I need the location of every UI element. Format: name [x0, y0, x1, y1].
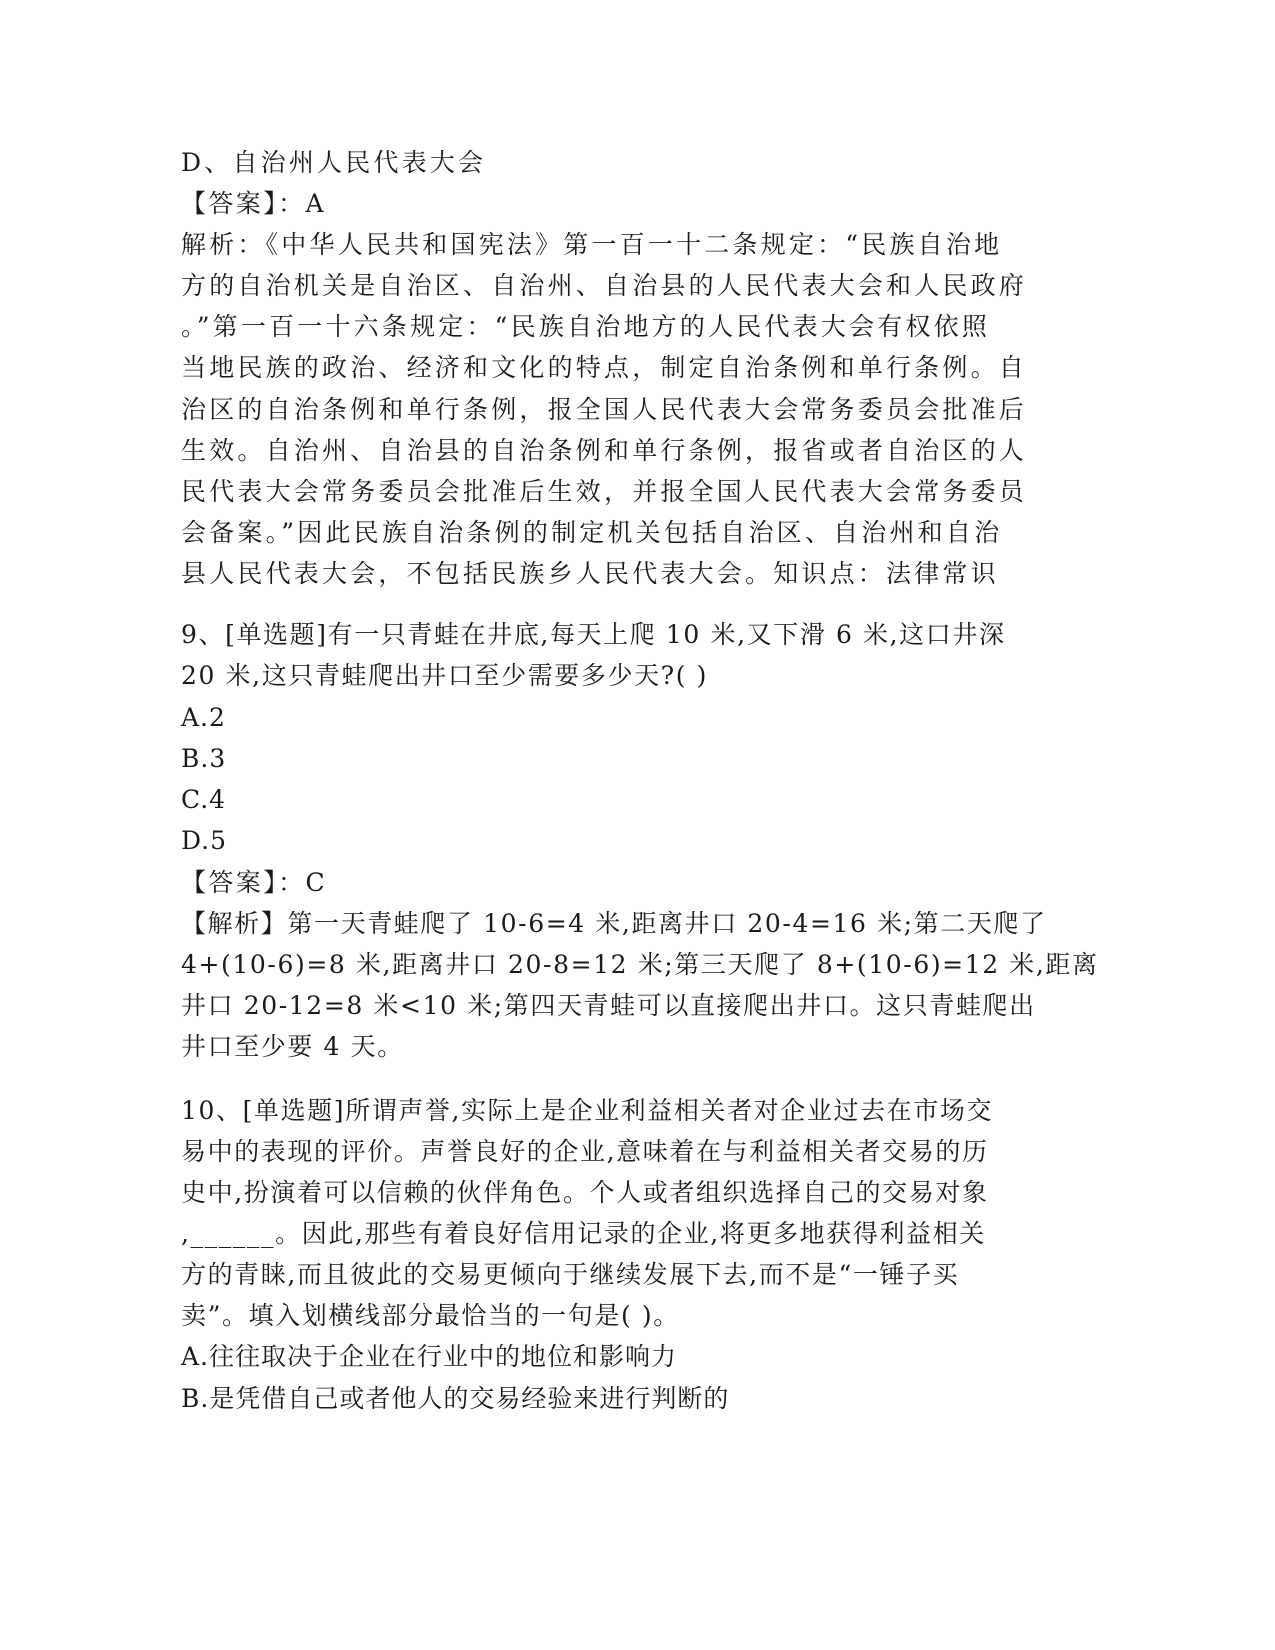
q8-explanation-line: 解析：《中华人民共和国宪法》第一百一十二条规定：“民族自治地: [181, 230, 1003, 259]
q10-stem-line: 10、[单选题]所谓声誉,实际上是企业利益相关者对企业过去在市场交: [181, 1096, 994, 1125]
q8-explanation-line: 会备案。”因此民族自治条例的制定机关包括自治区、自治州和自治: [181, 518, 1003, 547]
q9-option-c: C.4: [181, 785, 227, 814]
q10-stem-line: 卖”。填入划横线部分最恰当的一句是( )。: [181, 1301, 680, 1330]
q9-explanation-line: 4+(10-6)=8 米,距离井口 20-8=12 米;第三天爬了 8+(10-6)=12 米,距离: [181, 950, 1099, 979]
q9-stem-line: 20 米,这只青蛙爬出井口至少需要多少天?( ): [181, 661, 708, 690]
q10-stem-line: 易中的表现的评价。声誉良好的企业,意味着在与利益相关者交易的历: [181, 1137, 989, 1166]
q9-stem-line: 9、[单选题]有一只青蛙在井底,每天上爬 10 米,又下滑 6 米,这口井深: [181, 620, 1006, 649]
q8-explanation-line: 当地民族的政治、经济和文化的特点，制定自治条例和单行条例。自: [181, 353, 1028, 382]
q10-stem-line: 史中,扮演着可以信赖的伙伴角色。个人或者组织选择自己的交易对象: [181, 1178, 989, 1207]
q8-explanation-line: 县人民代表大会，不包括民族乡人民代表大会。知识点：法律常识: [181, 559, 999, 588]
q8-explanation-line: 。”第一百一十六条规定：“民族自治地方的人民代表大会有权依照: [181, 312, 991, 341]
q9-option-d: D.5: [181, 826, 228, 855]
q10-stem-line: 方的青睐,而且彼此的交易更倾向于继续发展下去,而不是“一锤子买: [181, 1260, 960, 1289]
q9-answer: 【答案】：C: [181, 868, 328, 897]
q9-explanation-line: 井口至少要 4 天。: [181, 1032, 404, 1061]
q8-answer: 【答案】：A: [181, 189, 326, 218]
q9-explanation-line: 【解析】第一天青蛙爬了 10-6=4 米,距离井口 20-4=16 米;第二天爬了: [181, 909, 1047, 938]
q10-option-b: B.是凭借自己或者他人的交易经验来进行判断的: [181, 1384, 730, 1413]
q9-option-b: B.3: [181, 744, 227, 773]
q8-explanation-line: 治区的自治条例和单行条例，报全国人民代表大会常务委员会批准后: [181, 395, 1028, 424]
q9-explanation-line: 井口 20-12=8 米<10 米;第四天青蛙可以直接爬出井口。这只青蛙爬出: [181, 991, 1036, 1020]
q8-explanation-line: 民代表大会常务委员会批准后生效，并报全国人民代表大会常务委员: [181, 477, 1028, 506]
q8-explanation-line: 方的自治机关是自治区、自治州、自治县的人民代表大会和人民政府: [181, 271, 1028, 300]
q10-option-a: A.往往取决于企业在行业中的地位和影响力: [181, 1342, 678, 1371]
q9-option-a: A.2: [181, 703, 226, 732]
q8-option-d: D、自治州人民代表大会: [181, 148, 487, 177]
q10-stem-line: ,______。因此,那些有着良好信用记录的企业,将更多地获得利益相关: [181, 1219, 986, 1248]
q8-explanation-line: 生效。自治州、自治县的自治条例和单行条例，报省或者自治区的人: [181, 436, 1028, 465]
